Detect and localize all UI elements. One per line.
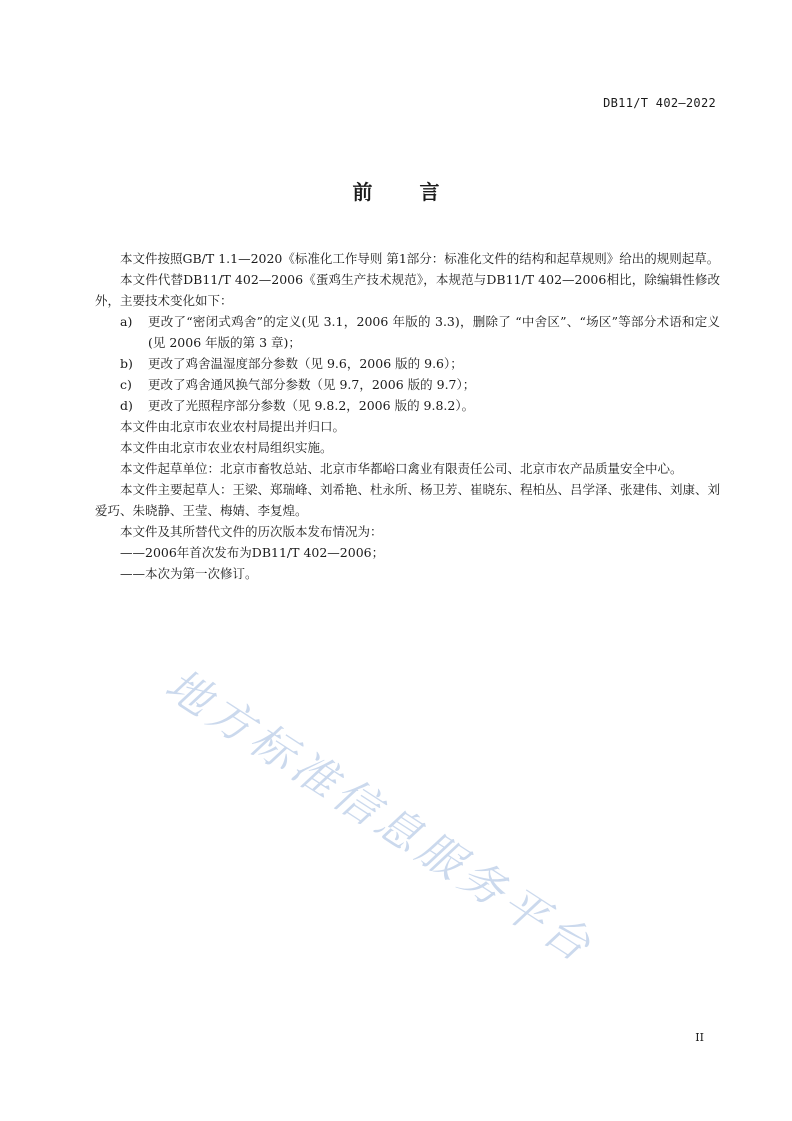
- paragraph-replacement: 本文件代替DB11/T 402—2006《蛋鸡生产技术规范》，本规范与DB11/T 402—2006相比，除编辑性修改外，主要技术变化如下：: [95, 272, 720, 308]
- list-item-mark: d): [120, 398, 133, 413]
- watermark: 地方标准信息服务平台: [156, 659, 604, 975]
- preface-body: [95, 248, 720, 584]
- list-item-mark: c): [120, 377, 132, 392]
- list-item-text: 更改了鸡舍通风换气部分参数（见 9.7，2006 版的 9.7）；: [148, 377, 476, 392]
- history-item: ——本次为第一次修订。: [120, 566, 258, 581]
- list-item-text: 更改了“密闭式鸡舍”的定义(见 3.1，2006 年版的 3.3)，删除了 “中舍区”、“场区”等部分术语和定义 (见 2006 年版的第 3 章)；: [148, 314, 720, 350]
- paragraph-drafting-units: 本文件起草单位：北京市畜牧总站、北京市华都峪口禽业有限责任公司、北京市农产品质量安全中心。: [120, 461, 683, 476]
- document-code: DB11/T 402—2022: [603, 96, 716, 110]
- paragraph-implementer: 本文件由北京市农业农村局组织实施。: [120, 440, 333, 455]
- paragraph-drafters: 本文件主要起草人：王梁、郑瑞峰、刘希艳、杜永所、杨卫芳、崔晓东、程柏丛、吕学泽、张建伟、刘康、刘爱巧、朱晓静、王莹、梅婧、李复煌。: [95, 482, 721, 518]
- list-item: [95, 311, 720, 353]
- history-item: ——2006年首次发布为DB11/T 402—2006；: [120, 545, 385, 560]
- paragraph-drafting-rules: 本文件按照GB/T 1.1—2020《标准化工作导则 第1部分：标准化文件的结构和起草规则》给出的规则起草。: [120, 251, 720, 266]
- list-item-text: 更改了光照程序部分参数（见 9.8.2，2006 版的 9.8.2）。: [148, 398, 475, 413]
- page-number: II: [695, 1031, 704, 1044]
- paragraph-history-intro: 本文件及其所替代文件的历次版本发布情况为：: [120, 524, 383, 539]
- list-item-text: 更改了鸡舍温湿度部分参数（见 9.6，2006 版的 9.6）；: [148, 356, 463, 371]
- list-item: [95, 353, 720, 374]
- page-title: 前 言: [352, 180, 460, 204]
- list-item: [95, 374, 720, 395]
- list-item-mark: a): [120, 314, 133, 329]
- list-item: [95, 395, 720, 416]
- list-item-mark: b): [120, 356, 133, 371]
- paragraph-proposer: 本文件由北京市农业农村局提出并归口。: [120, 419, 346, 434]
